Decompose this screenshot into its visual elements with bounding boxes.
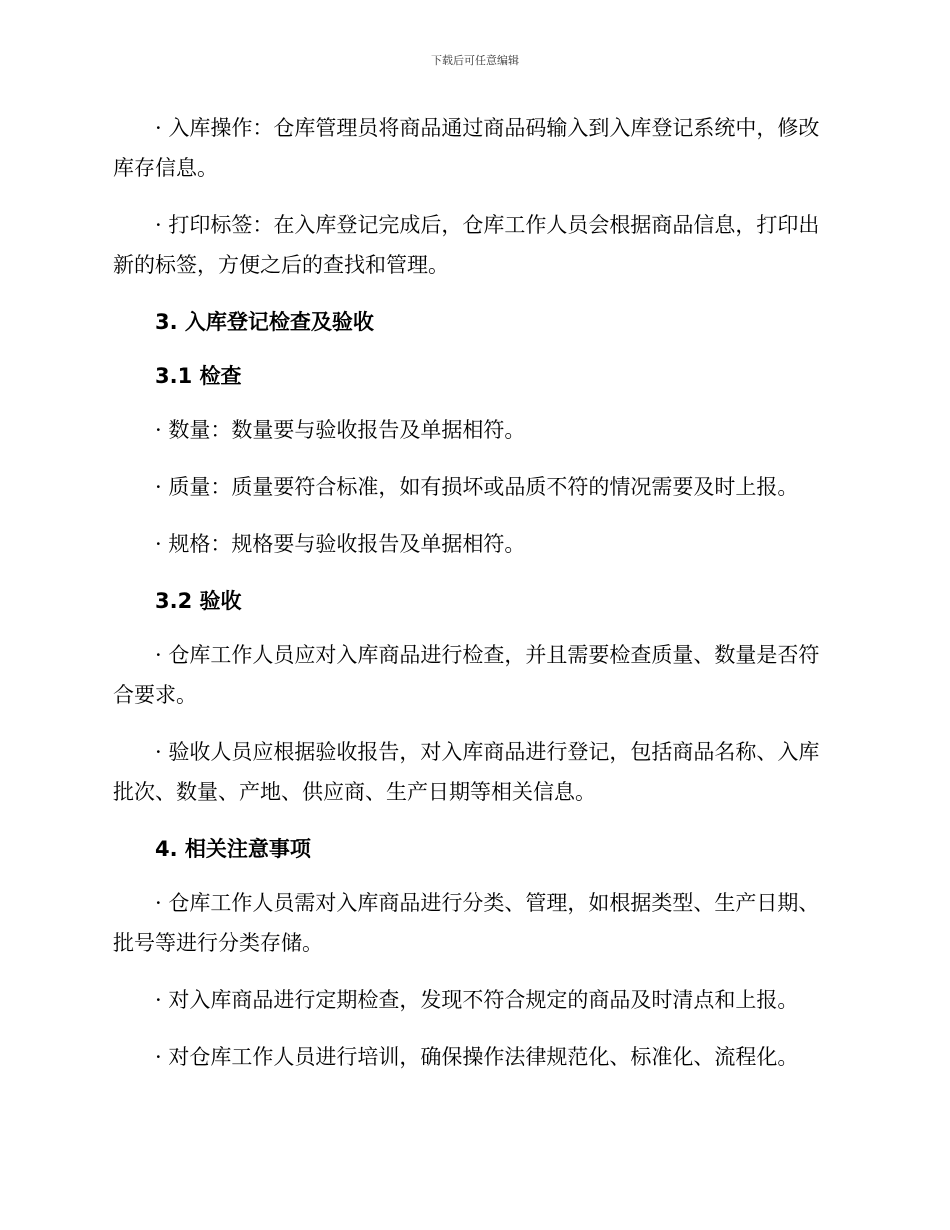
paragraph-training: · 对仓库工作人员进行培训，确保操作法律规范化、标准化、流程化。 [155, 1045, 799, 1069]
paragraph-periodic-check: · 对入库商品进行定期检查，发现不符合规定的商品及时清点和上报。 [155, 988, 799, 1012]
paragraph-classification: · 仓库工作人员需对入库商品进行分类、管理，如根据类型、生产日期、批号等进行分类存储。 [113, 891, 820, 955]
paragraph-print-label: · 打印标签：在入库登记完成后，仓库工作人员会根据商品信息，打印出新的标签，方便之后的查找和管理。 [113, 213, 820, 277]
paragraph-registration: · 验收人员应根据验收报告，对入库商品进行登记，包括商品名称、入库批次、数量、产地、供应商、生产日期等相关信息。 [113, 740, 820, 804]
page-header: 下载后可任意编辑 [431, 54, 519, 67]
section-heading-3-2: 3.2 验收 [155, 589, 242, 613]
section-heading-3-1: 3.1 检查 [155, 364, 242, 388]
paragraph-quantity: · 数量：数量要与验收报告及单据相符。 [155, 418, 526, 442]
paragraph-inspection: · 仓库工作人员应对入库商品进行检查，并且需要检查质量、数量是否符合要求。 [113, 643, 820, 707]
section-heading-4: 4. 相关注意事项 [155, 837, 311, 861]
paragraph-specification: · 规格：规格要与验收报告及单据相符。 [155, 532, 526, 556]
document-body [113, 108, 823, 1094]
paragraph-inbound-operation: · 入库操作：仓库管理员将商品通过商品码输入到入库登记系统中，修改库存信息。 [113, 116, 820, 180]
section-heading-3: 3. 入库登记检查及验收 [155, 310, 374, 334]
paragraph-quality: · 质量：质量要符合标准，如有损坏或品质不符的情况需要及时上报。 [155, 475, 799, 499]
